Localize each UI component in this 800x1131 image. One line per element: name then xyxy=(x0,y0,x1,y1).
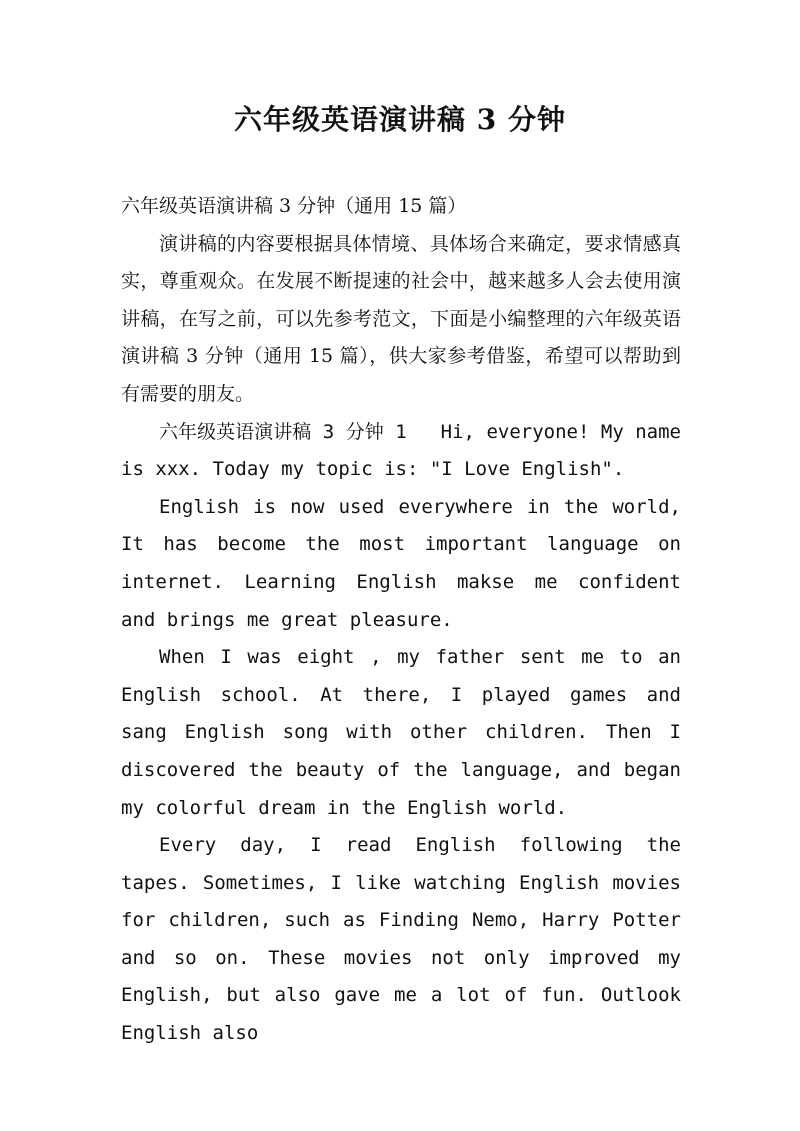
speech-1-greeting: Hi, everyone! My name is xxx. Today my topic is: "I Love English". xyxy=(121,420,681,481)
speech-1-paragraph-1: English is now used everywhere in the world, It has become the most important language on internet. Learning English makse me confident and brings me great pleasure. xyxy=(121,495,681,631)
speech-1-paragraph-3: Every day, I read English following the tapes. Sometimes, I like watching English movies for children, such as Finding Nemo, Harry Potter and so on. These movies not only improved my English, but also gave me a lot of fun. Outlook English also xyxy=(121,834,681,1045)
speech-1-paragraph-2: When I was eight , my father sent me to an English school. At there, I played games and sang English song with other children. Then I discovered the beauty of the language, and began my colorful dream in the English world. xyxy=(121,646,681,819)
speech-1-opening xyxy=(121,414,681,489)
document-title: 六年级英语演讲稿 3 分钟 xyxy=(234,103,566,136)
intro-paragraph: 演讲稿的内容要根据具体情境、具体场合来确定，要求情感真实，尊重观众。在发展不断提速的社会中，越来越多人会去使用演讲稿，在写之前，可以先参考范文，下面是小编整理的六年级英语演讲稿 3 分钟（通用 15 篇），供大家参考借鉴，希望可以帮助到有需要的朋友。 xyxy=(121,232,681,405)
section-heading: 六年级英语演讲稿 3 分钟 1 xyxy=(159,420,407,443)
document-subtitle: 六年级英语演讲稿 3 分钟（通用 15 篇） xyxy=(121,195,467,217)
document-body xyxy=(121,188,681,1053)
